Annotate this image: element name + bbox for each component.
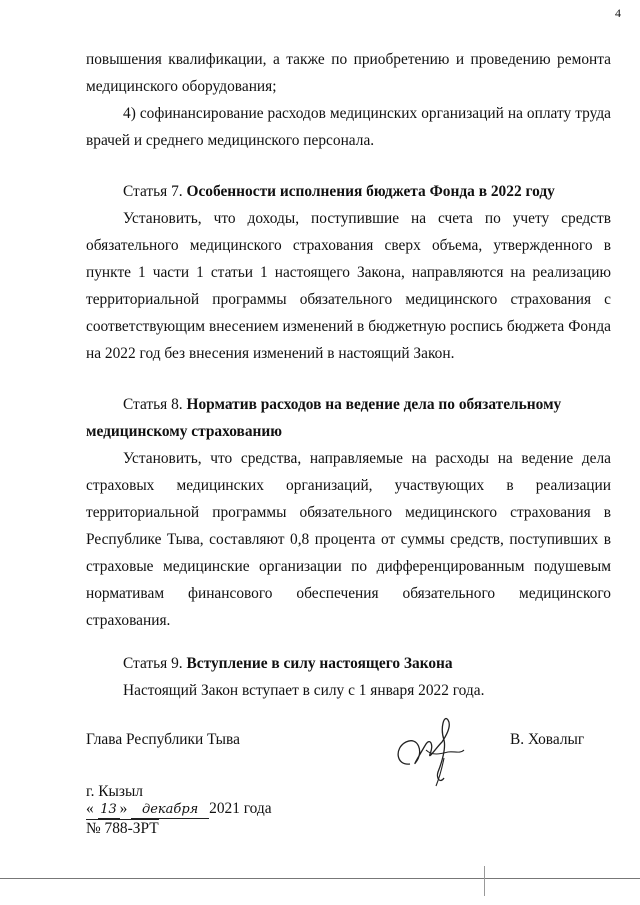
scan-bottom-line xyxy=(0,878,640,879)
date-quote-close: » xyxy=(119,800,128,817)
date-line xyxy=(86,800,272,819)
intro-line-1: повышения квалификации, а также по приобретению и проведению ремонта xyxy=(86,51,611,68)
article-7-prefix: Статья 7. xyxy=(123,183,187,200)
article-8-text: Установить, что средства, направляемые на расходы на ведение дела страховых медицинских организаций, участвующих в реализации территориальной программы обязательного медицинского страхования в Республике Тыва, составляют 0,8 процента от суммы средств, поступивших в страховые медицинские организации по дифференцированным подушевым нормативам финансового обеспечения обязательного медицинского страхования. xyxy=(86,450,611,629)
item-4-line-1: 4) софинансирование расходов медицинских организаций на оплату труда xyxy=(123,105,611,122)
law-number: № 788-ЗРТ xyxy=(86,820,159,837)
page-number: 4 xyxy=(615,6,621,20)
article-9-heading xyxy=(86,650,611,677)
article-8-title-line-2: медицинскому страхованию xyxy=(86,423,283,440)
article-9-text: Настоящий Закон вступает в силу с 1 января 2022 года. xyxy=(123,682,485,699)
signer-position: Глава Республики Тыва xyxy=(86,731,240,748)
item-4-line-2: врачей и среднего медицинского персонала. xyxy=(86,132,375,149)
article-8-heading xyxy=(86,391,611,418)
place-and-date xyxy=(86,783,272,837)
article-8 xyxy=(86,391,611,634)
date-year: 2021 года xyxy=(209,800,272,817)
date-quote-open: « xyxy=(86,800,94,817)
date-month: декабря xyxy=(131,801,209,819)
article-8-prefix: Статья 8. xyxy=(123,396,187,413)
article-8-title-line-1: Норматив расходов на ведение дела по обязательному xyxy=(186,396,562,413)
intro-line-2: медицинского оборудования; xyxy=(86,78,277,95)
handwritten-signature xyxy=(390,714,470,790)
city: г. Кызыл xyxy=(86,783,143,800)
article-7-heading xyxy=(86,178,611,205)
article-8-heading-line-2 xyxy=(86,418,611,445)
intro-paragraph xyxy=(86,46,611,154)
article-9-prefix: Статья 9. xyxy=(123,655,187,672)
signer-name: В. Ховалыг xyxy=(510,731,585,748)
article-7 xyxy=(86,178,611,367)
article-9-title: Вступление в силу настоящего Закона xyxy=(186,655,453,672)
article-7-text: Установить, что доходы, поступившие на счета по учету средств обязательного медицинского страхования сверх объема, утвержденного в пункте 1 части 1 статьи 1 настоящего Закона, направляются на реализацию территориальной программы обязательного медицинского страхования с соответствующим внесением изменений в бюджетную роспись бюджета Фонда на 2022 год без внесения изменений в настоящий Закон. xyxy=(86,210,611,362)
date-day: 13 xyxy=(98,801,120,819)
scan-edge-mark xyxy=(484,866,485,896)
article-9 xyxy=(86,650,611,704)
article-7-title: Особенности исполнения бюджета Фонда в 2022 году xyxy=(186,183,555,200)
